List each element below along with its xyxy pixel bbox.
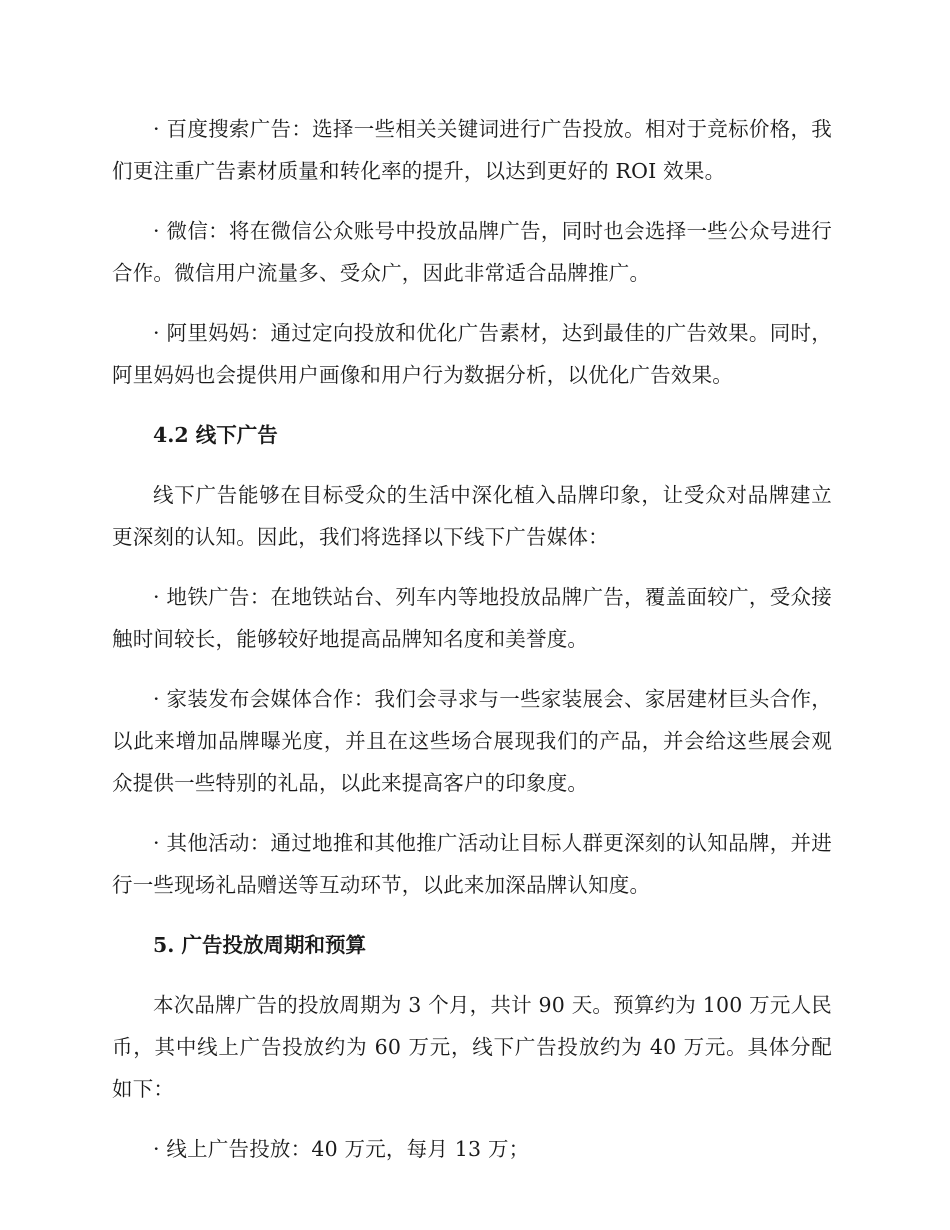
paragraph-offline-intro: 线下广告能够在目标受众的生活中深化植入品牌印象，让受众对品牌建立更深刻的认知。因此，我们将选择以下线下广告媒体：: [112, 483, 832, 549]
paragraph-online-budget: · 线上广告投放：40 万元，每月 13 万；: [153, 1137, 530, 1161]
paragraph-home-expo-media: · 家装发布会媒体合作：我们会寻求与一些家装展会、家居建材巨头合作，以此来增加品牌曝光度，并且在这些场合展现我们的产品，并会给这些展会观众提供一些特别的礼品，以此来提高客户的印象度。: [112, 687, 832, 795]
paragraph-budget-overview: 本次品牌广告的投放周期为 3 个月，共计 90 天。预算约为 100 万元人民币，其中线上广告投放约为 60 万元，线下广告投放约为 40 万元。具体分配如下：: [112, 993, 832, 1101]
paragraph-other-activities: · 其他活动：通过地推和其他推广活动让目标人群更深刻的认知品牌，并进行一些现场礼品赠送等互动环节，以此来加深品牌认知度。: [112, 831, 832, 897]
paragraph-wechat: · 微信：将在微信公众账号中投放品牌广告，同时也会选择一些公众号进行合作。微信用户流量多、受众广，因此非常适合品牌推广。: [112, 219, 832, 285]
section-heading-offline-ads: 4.2 线下广告: [153, 423, 278, 447]
paragraph-alimama: · 阿里妈妈：通过定向投放和优化广告素材，达到最佳的广告效果。同时，阿里妈妈也会提供用户画像和用户行为数据分析，以优化广告效果。: [112, 321, 832, 387]
paragraph-subway-ads: · 地铁广告：在地铁站台、列车内等地投放品牌广告，覆盖面较广，受众接触时间较长，能够较好地提高品牌知名度和美誉度。: [112, 585, 832, 651]
paragraph-baidu-search-ads: · 百度搜索广告：选择一些相关关键词进行广告投放。相对于竞标价格，我们更注重广告素材质量和转化率的提升，以达到更好的 ROI 效果。: [112, 117, 832, 183]
document-body: [112, 108, 832, 1188]
section-heading-schedule-budget: 5. 广告投放周期和预算: [153, 933, 367, 957]
